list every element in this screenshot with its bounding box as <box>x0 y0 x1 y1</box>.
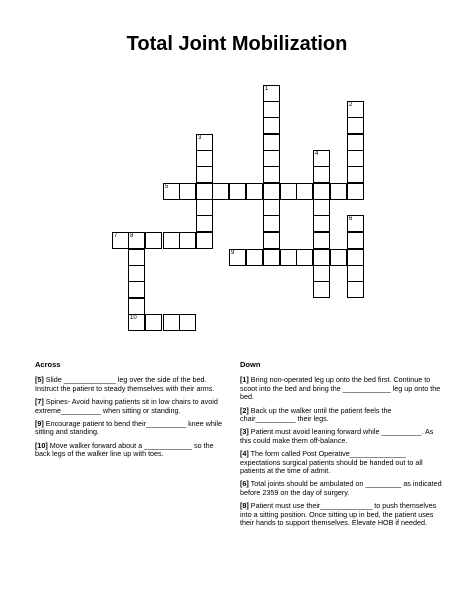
grid-cell[interactable] <box>212 183 229 200</box>
grid-cell[interactable] <box>347 183 364 200</box>
clue-text: The form called Post Operative______________ expectations surgical patients should be handed out to all patients at the time of admit. <box>240 449 423 476</box>
grid-cell[interactable] <box>128 249 145 266</box>
across-clues <box>35 361 227 464</box>
grid-cell[interactable] <box>330 183 347 200</box>
across-clue <box>35 376 227 393</box>
clue-text: Slide _____________ leg over the side of the bed. Instruct the patient to steady themselves with their arms. <box>35 375 215 393</box>
grid-cell[interactable] <box>196 183 213 200</box>
grid-cell[interactable] <box>313 232 330 249</box>
clue-text: Bring non-operated leg up onto the bed first. Continue to scoot into the bed and bring the ____________ leg up onto the bed. <box>240 375 441 402</box>
down-clues <box>240 361 445 533</box>
grid-cell[interactable] <box>313 199 330 216</box>
down-clue <box>240 502 445 527</box>
grid-cell[interactable] <box>196 166 213 183</box>
grid-cell[interactable] <box>347 281 364 298</box>
grid-cell[interactable] <box>128 281 145 298</box>
clue-number: [9] <box>35 419 44 429</box>
grid-cell[interactable] <box>263 134 280 151</box>
clue-number: [2] <box>240 405 249 415</box>
grid-cell[interactable] <box>347 249 364 266</box>
grid-cell[interactable] <box>330 249 347 266</box>
down-clue <box>240 450 445 475</box>
grid-cell[interactable] <box>296 249 313 266</box>
grid-cell[interactable] <box>263 166 280 183</box>
grid-cell[interactable] <box>263 249 280 266</box>
across-clue <box>35 442 227 459</box>
clue-text: Encourage patient to bend their__________ knee while sitting and standing. <box>35 419 223 437</box>
puzzle-title: Total Joint Mobilization <box>126 33 348 55</box>
grid-cell[interactable] <box>163 232 180 249</box>
grid-cell[interactable] <box>196 150 213 167</box>
clue-number: [3] <box>240 427 249 437</box>
grid-cell[interactable] <box>196 199 213 216</box>
grid-cell[interactable] <box>280 183 297 200</box>
clue-number: [1] <box>240 375 249 385</box>
grid-cell[interactable] <box>179 232 196 249</box>
clue-number: [10] <box>35 440 48 450</box>
grid-cell[interactable] <box>280 249 297 266</box>
grid-cell[interactable] <box>246 249 263 266</box>
grid-cell[interactable] <box>145 314 162 331</box>
grid-cell[interactable] <box>263 232 280 249</box>
grid-cell[interactable] <box>313 265 330 282</box>
grid-cell[interactable] <box>263 150 280 167</box>
clue-text: Back up the walker until the patient feels the chair__________ their legs. <box>240 405 392 424</box>
grid-cell[interactable] <box>263 117 280 134</box>
clue-text: Patient must use their_____________ to push themselves into a sitting position. Once sitting up in bed, the patient uses their hands to support themselves. Elevate HOB if needed. <box>240 501 437 528</box>
clue-number-label: 1 <box>265 86 269 92</box>
grid-cell[interactable] <box>347 117 364 134</box>
grid-cell[interactable] <box>347 166 364 183</box>
down-heading: Down <box>240 360 261 369</box>
clue-number-label: 6 <box>349 216 353 222</box>
grid-cell[interactable] <box>246 183 263 200</box>
clue-number: [4] <box>240 449 249 459</box>
grid-cell[interactable] <box>145 232 162 249</box>
across-clue <box>35 398 227 415</box>
across-clue <box>35 420 227 437</box>
down-clue <box>240 376 445 401</box>
clue-number-label: 4 <box>315 151 319 157</box>
grid-cell[interactable] <box>229 183 246 200</box>
grid-cell[interactable] <box>313 166 330 183</box>
grid-cell[interactable] <box>196 232 213 249</box>
clue-text: Patient must avoid leaning forward while __________. As this could make them off-balance. <box>240 427 434 445</box>
clue-text: Move walker forward about a ____________ so the back legs of the walker line up with toes. <box>35 440 214 459</box>
clue-number: [5] <box>35 375 44 385</box>
grid-cell[interactable] <box>296 183 313 200</box>
grid-cell[interactable] <box>128 265 145 282</box>
clue-text: Total joints should be ambulated on _________ as indicated before 2359 on the day of surgery. <box>240 479 442 497</box>
clue-number: [6] <box>240 479 249 489</box>
grid-cell[interactable] <box>263 215 280 232</box>
grid-cell[interactable] <box>263 183 280 200</box>
grid-cell[interactable] <box>313 215 330 232</box>
grid-cell[interactable] <box>347 150 364 167</box>
clue-number-label: 5 <box>165 184 169 190</box>
down-clue <box>240 480 445 497</box>
grid-cell[interactable] <box>313 249 330 266</box>
grid-cell[interactable] <box>347 265 364 282</box>
grid-cell[interactable] <box>313 183 330 200</box>
grid-cell[interactable] <box>263 199 280 216</box>
grid-cell[interactable] <box>347 134 364 151</box>
clue-text: Spines- Avoid having patients sit in low chairs to avoid extreme__________ when sitting or standing. <box>35 397 218 415</box>
clue-number-label: 9 <box>231 250 235 256</box>
grid-cell[interactable] <box>347 232 364 249</box>
clue-number-label: 7 <box>114 233 118 239</box>
down-clue <box>240 407 445 424</box>
grid-cell[interactable] <box>179 183 196 200</box>
grid-cell[interactable] <box>196 215 213 232</box>
clue-number: [7] <box>35 397 44 407</box>
grid-cell[interactable] <box>128 298 145 315</box>
clue-number-label: 8 <box>130 233 134 239</box>
clue-number-label: 2 <box>349 102 353 108</box>
clue-number: [8] <box>240 501 249 511</box>
across-heading: Across <box>35 360 61 369</box>
down-clue <box>240 428 445 445</box>
clue-number-label: 10 <box>130 315 137 321</box>
grid-cell[interactable] <box>313 281 330 298</box>
grid-cell[interactable] <box>263 101 280 118</box>
clue-number-label: 3 <box>198 135 202 141</box>
grid-cell[interactable] <box>179 314 196 331</box>
grid-cell[interactable] <box>163 314 180 331</box>
